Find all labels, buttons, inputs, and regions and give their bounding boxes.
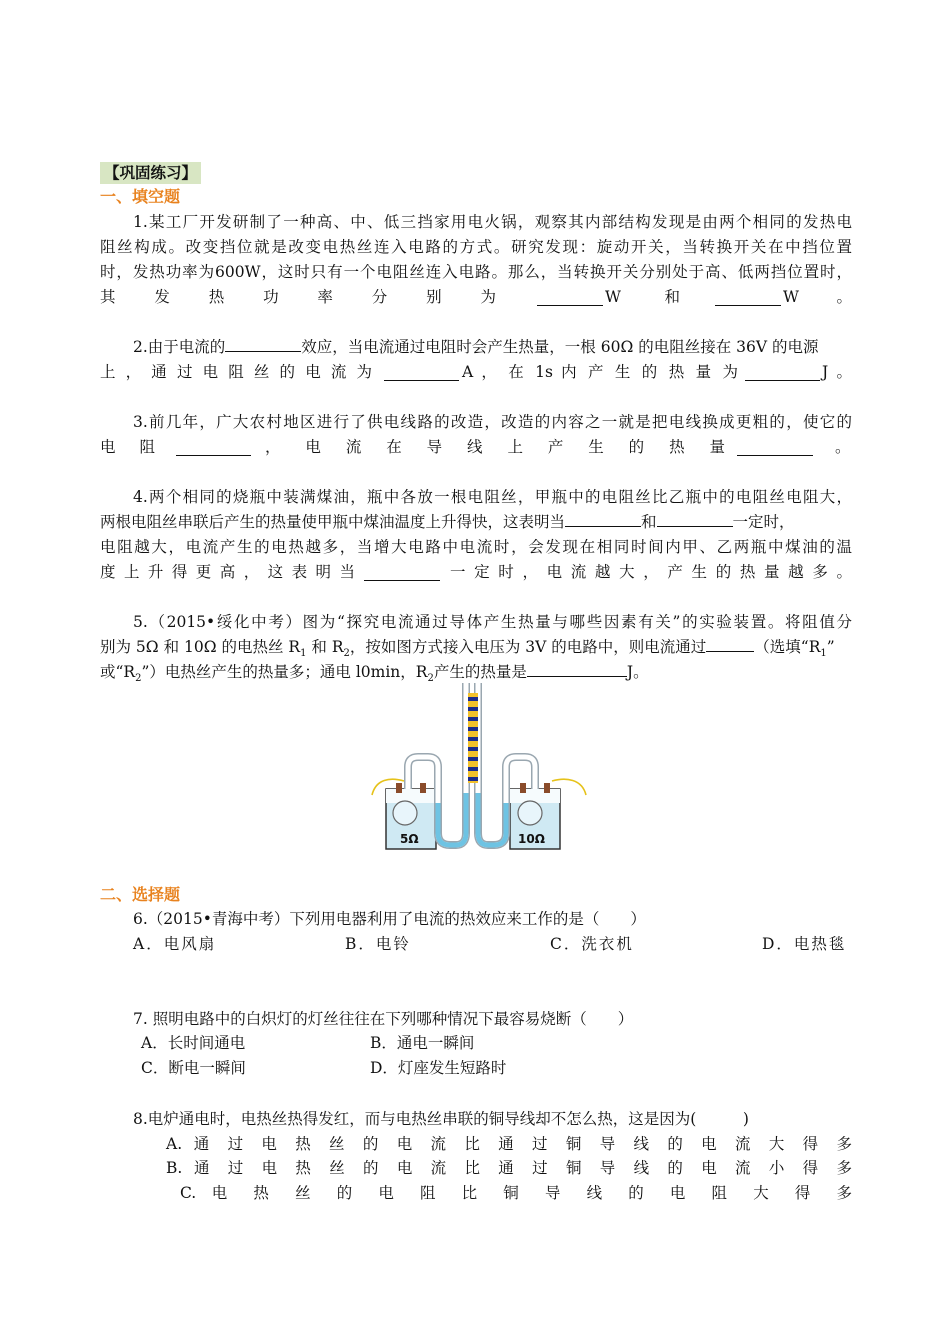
q1-line-2: 阻丝构成。改变挡位就是改变电热丝连入电路的方式。研究发现：旋动开关，当转换开关在中挡位置 <box>100 238 852 256</box>
q5-text-9: J。 <box>626 663 649 681</box>
q2-text-4: A ， 在 1s 内 产 生 的 热 量 为 <box>462 363 738 381</box>
scale-marks <box>468 697 478 781</box>
label-10-ohm: 10Ω <box>518 832 545 846</box>
q1-line-1: 1.某工厂开发研制了一种高、中、低三挡家用电火锅，观察其内部结构发现是由两个相同的发热电 <box>133 213 852 231</box>
q5-text-7: ”）电热丝产生的热量多；通电 l0min，R <box>141 663 428 681</box>
q2-text-5: J 。 <box>822 363 852 381</box>
q6-stem: 6.（2015•青海中考）下列用电器利用了电流的热效应来工作的是（ ） <box>133 910 646 928</box>
q2-blank-current[interactable] <box>384 364 459 381</box>
q8-option-b[interactable]: B. 通 过 电 热 丝 的 电 流 比 通 过 铜 导 线 的 电 流 小 得 多 <box>166 1159 852 1177</box>
q7-option-a[interactable]: A．长时间通电 <box>141 1034 246 1052</box>
q5-text-5: ” <box>826 638 835 656</box>
q3-text-1: 电 阻 <box>100 438 155 456</box>
q8-stem: 8.电炉通电时，电热丝热得发红，而与电热丝串联的铜导线却不怎么热，这是因为( ) <box>133 1110 749 1128</box>
q6-option-d[interactable]: D．电热毯 <box>762 935 847 953</box>
q5-text-1: 别为 5Ω 和 10Ω 的电热丝 R <box>100 638 301 656</box>
q5-sub-3: 1 <box>820 648 827 660</box>
q7-option-d[interactable]: D．灯座发生短路时 <box>370 1059 507 1077</box>
q5-sub-2: 2 <box>343 648 350 660</box>
q4-blank-3[interactable] <box>364 564 440 581</box>
q5-text-3: ，按如图方式接入电压为 3V 的电路中，则电流通过 <box>349 638 707 656</box>
q8-option-a[interactable]: A. 通 过 电 热 丝 的 电 流 比 通 过 铜 导 线 的 电 流 大 得 多 <box>166 1135 852 1153</box>
q4-text-1: 两根电阻丝串联后产生的热量使甲瓶中煤油温度上升得快，这表明当 <box>100 513 566 531</box>
q2-text-3: 上 ， 通 过 电 阻 丝 的 电 流 为 <box>100 363 372 381</box>
q3-blank-heat[interactable] <box>737 439 813 456</box>
q2-text-2: 效应，当电流通过电阻时会产生热量，一根 60Ω 的电阻丝接在 36V 的电源 <box>301 338 819 356</box>
q4-text-2: 和 <box>641 513 657 531</box>
q5-text-2: 和 R <box>306 638 344 656</box>
q1-line-4-text: 其 发 热 功 率 分 别 为 <box>100 288 496 306</box>
q4-text-3: 一定时， <box>732 513 795 531</box>
cork-right-2 <box>544 783 550 793</box>
q1-unit-2: W 。 <box>783 288 852 306</box>
coil-right <box>518 801 542 825</box>
beaker-left-air <box>386 789 436 803</box>
q5-text-4: （选填“R <box>754 638 821 656</box>
beaker-right-air <box>510 789 560 803</box>
q1-blank-high[interactable] <box>537 289 603 306</box>
q6-option-b[interactable]: B．电铃 <box>345 935 411 953</box>
cork-left-1 <box>396 783 402 793</box>
q5-line-1: 5.（2015•绥化中考）图为“探究电流通过导体产生热量与哪些因素有关”的实验装置。将阻值分 <box>133 613 852 631</box>
section-tag: 【巩固练习】 <box>100 162 201 184</box>
q2-blank-effect[interactable] <box>225 335 301 352</box>
q5-text-6: 或“R <box>100 663 136 681</box>
q4-line-2 <box>100 510 852 534</box>
q3-blank-resistance[interactable] <box>176 439 251 456</box>
coil-left <box>393 801 417 825</box>
section-fill-blank-title: 一、填空题 <box>100 187 181 206</box>
q4-blank-2[interactable] <box>657 510 733 527</box>
cork-right-1 <box>520 783 526 793</box>
q5-sub-1: 1 <box>300 648 307 660</box>
q4-text-4: 度 上 升 得 更 高 ， 这 表 明 当 <box>100 563 355 581</box>
q7-option-b[interactable]: B．通电一瞬间 <box>370 1034 475 1052</box>
q1-line-3: 时，发热功率为600W，这时只有一个电阻丝连入电路。那么，当转换开关分别处于高、低两挡位置时， <box>100 263 852 281</box>
q5-blank-heat[interactable] <box>527 660 627 677</box>
q7-stem: 7. 照明电路中的白炽灯的灯丝往往在下列哪种情况下最容易烧断（ ） <box>133 1010 634 1028</box>
q3-text-2: ， 电 流 在 导 线 上 产 生 的 热 量 <box>265 438 725 456</box>
q7-option-c[interactable]: C．断电一瞬间 <box>141 1059 246 1077</box>
q5-sub-4: 2 <box>135 673 142 685</box>
q2-blank-heat[interactable] <box>745 364 820 381</box>
q6-option-c[interactable]: C．洗衣机 <box>550 935 634 953</box>
q1-blank-low[interactable] <box>715 289 781 306</box>
q2-text-1: 2.由于电流的 <box>133 338 226 356</box>
q8-option-c[interactable]: C. 电 热 丝 的 电 阻 比 铜 导 线 的 电 阻 大 得 多 <box>180 1184 852 1202</box>
q2-line-1 <box>133 335 852 359</box>
q6-option-a[interactable]: A．电风扇 <box>133 935 217 953</box>
label-5-ohm: 5Ω <box>400 832 419 846</box>
q4-blank-1[interactable] <box>565 510 641 527</box>
q4-line-1: 4.两个相同的烧瓶中装满煤油，瓶中各放一根电阻丝，甲瓶中的电阻丝比乙瓶中的电阻丝电阻大， <box>133 488 852 506</box>
q5-blank-which[interactable] <box>706 635 754 652</box>
q4-text-5: 一 定 时 ， 电 流 越 大 ， 产 生 的 热 量 越 多 。 <box>450 563 852 581</box>
q5-text-8: 产生的热量是 <box>433 663 527 681</box>
cork-left-2 <box>420 783 426 793</box>
q4-line-3: 电阻越大，电流产生的电热越多，当增大电路中电流时，会发现在相同时间内甲、乙两瓶中煤油的温 <box>100 538 852 556</box>
section-choice-title: 二、选择题 <box>100 885 181 904</box>
q5-sub-5: 2 <box>427 673 434 685</box>
experiment-figure <box>370 683 590 853</box>
q3-text-3: 。 <box>835 438 851 456</box>
q1-unit-1: W 和 <box>605 288 680 306</box>
q3-line-1: 3.前几年，广大农村地区进行了供电线路的改造，改造的内容之一就是把电线换成更粗的，使它的 <box>133 413 852 431</box>
